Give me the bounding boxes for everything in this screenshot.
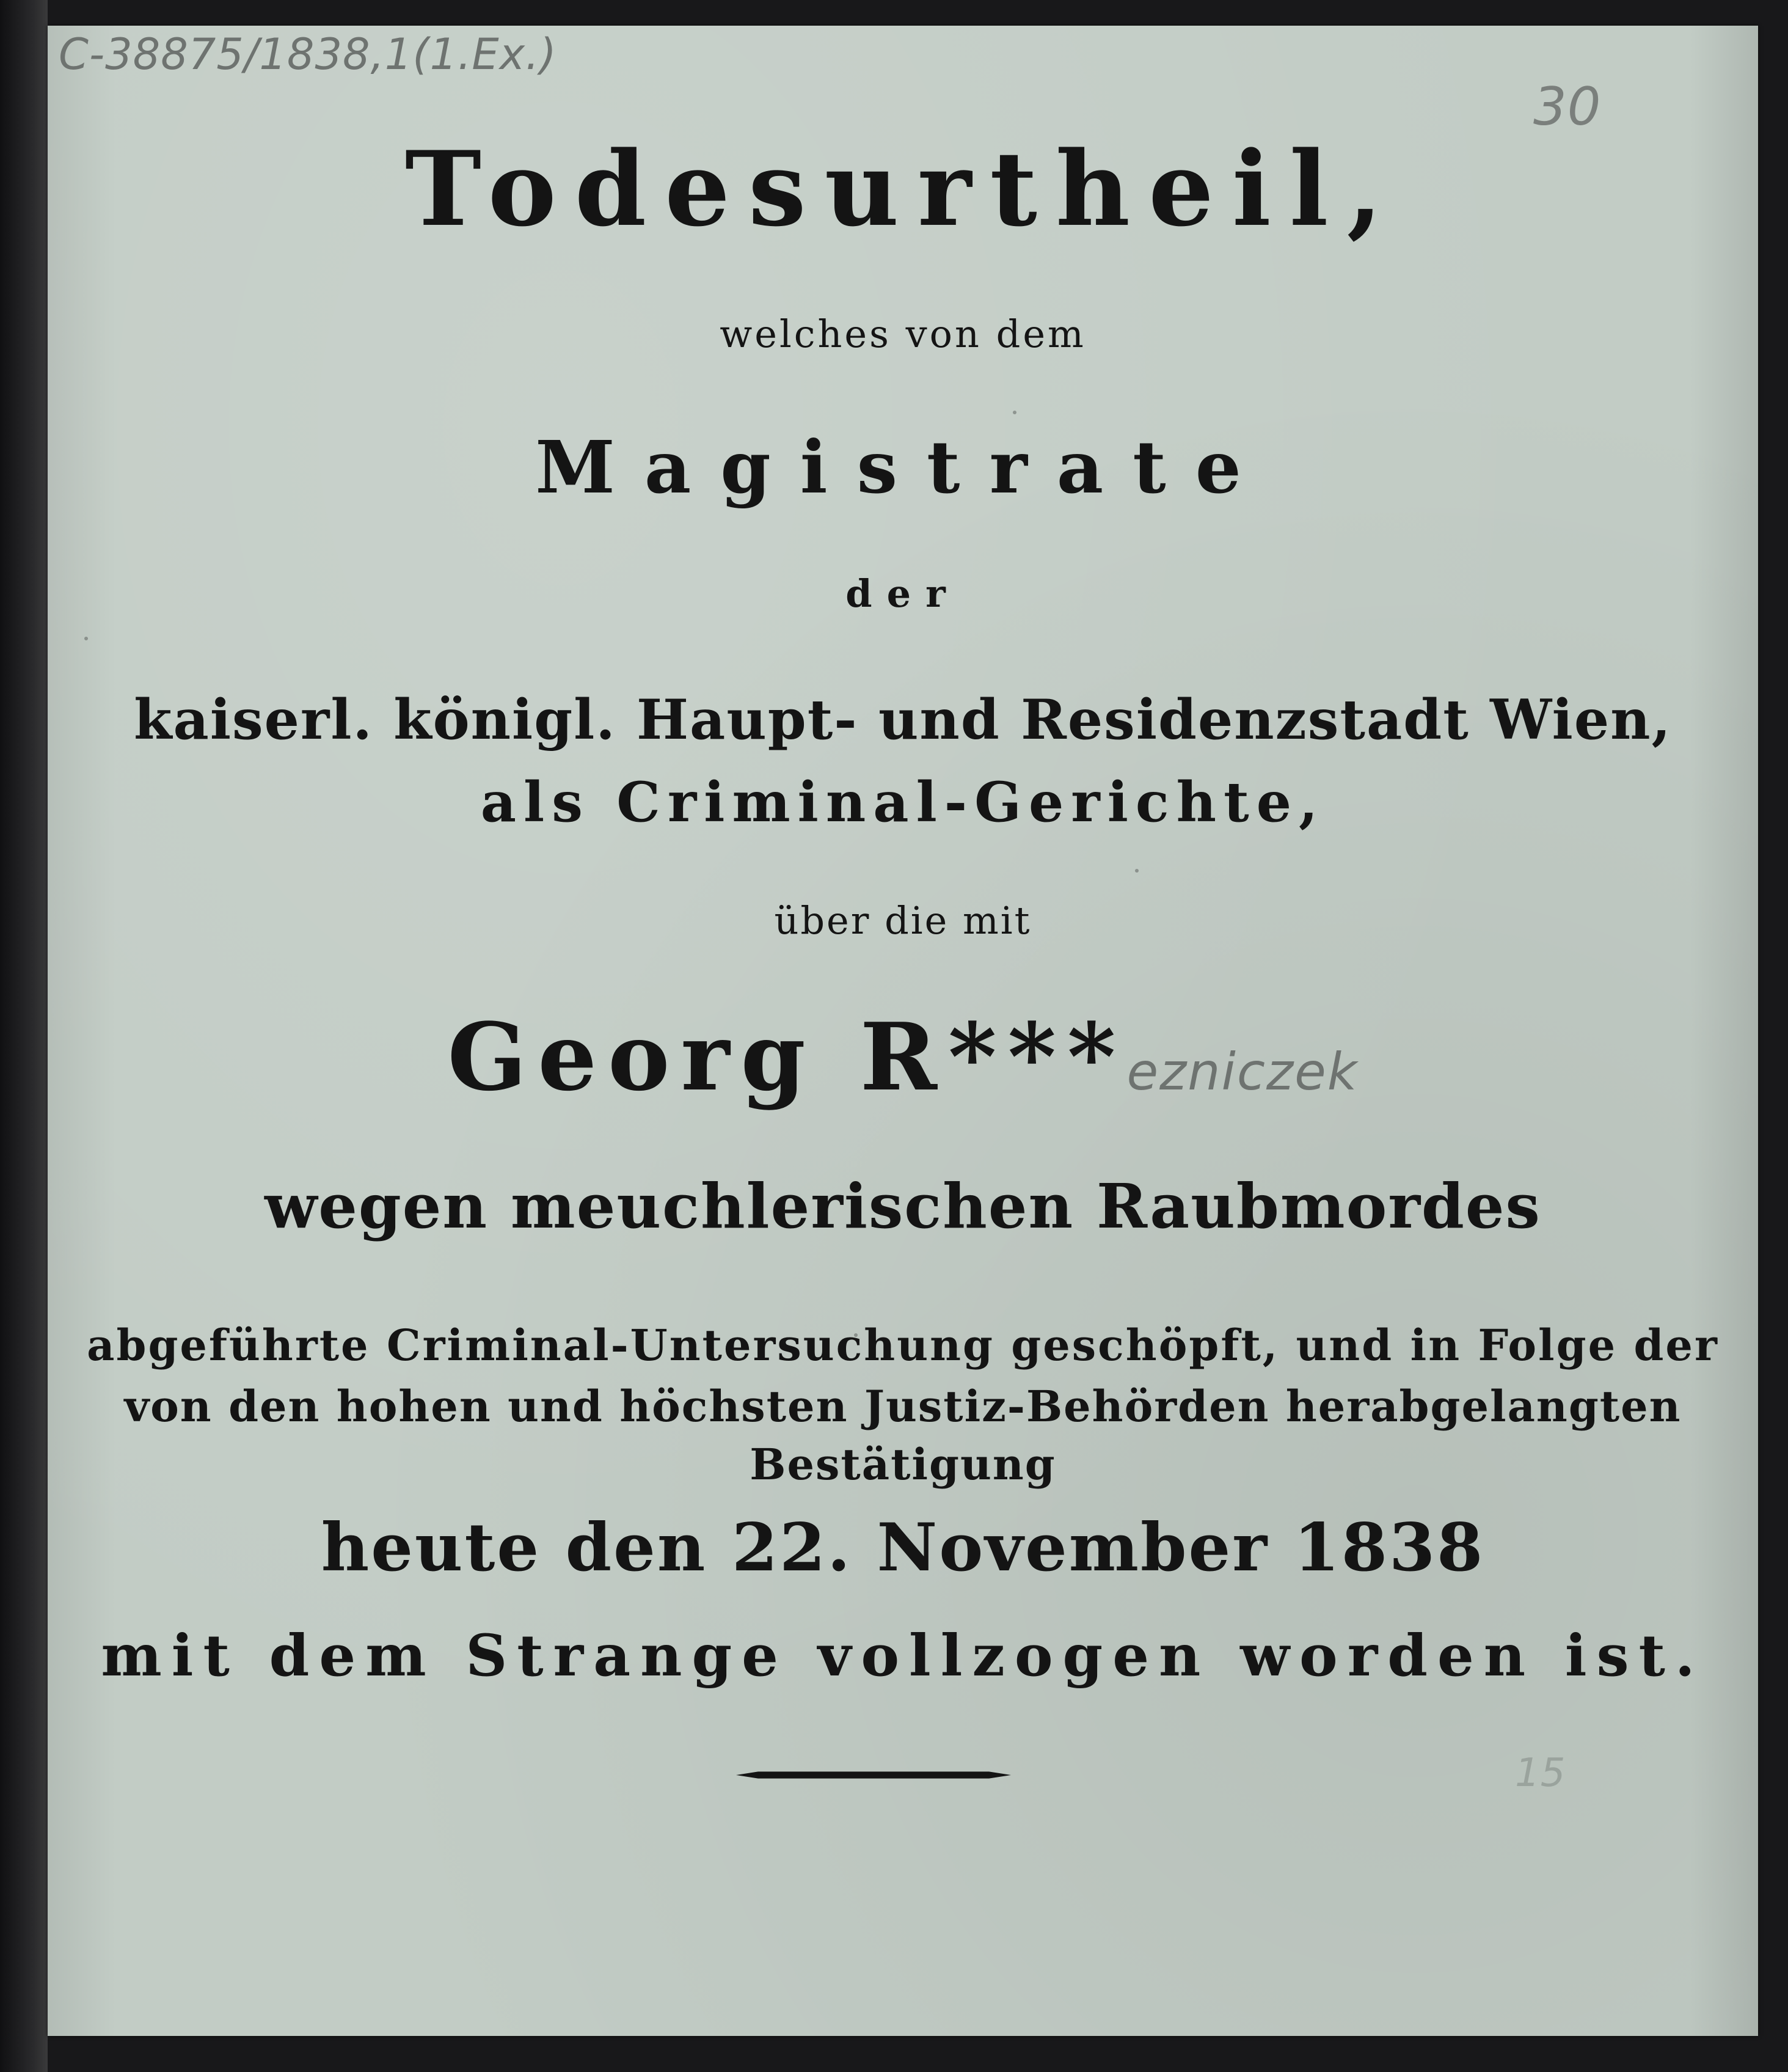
line-ueber-die-mit: über die mit xyxy=(774,898,1032,943)
handwritten-name-completion: ezniczek xyxy=(1126,1042,1359,1102)
paper-speck xyxy=(1013,411,1016,414)
line-wegen-raubmordes: wegen meuchlerischen Raubmordes xyxy=(265,1170,1541,1242)
line-criminal-gerichte: als Criminal-Gerichte, xyxy=(480,770,1326,835)
document-title: Todesurtheil, xyxy=(404,128,1401,249)
lower-folio-annotation: 15 xyxy=(1515,1751,1566,1796)
line-magistrate: Magistrate xyxy=(535,425,1271,510)
folio-number-annotation: 30 xyxy=(1533,76,1602,137)
line-abgefuehrte-1: abgeführte Criminal-Untersuchung geschöpft, und in Folge der xyxy=(87,1320,1719,1371)
line-date: heute den 22. November 1838 xyxy=(321,1509,1485,1586)
line-abgefuehrte-2: von den hohen und höchsten Justiz-Behörden herabgelangten xyxy=(124,1381,1682,1432)
line-vollzogen: mit dem Strange vollzogen worden ist. xyxy=(101,1622,1705,1689)
line-der: der xyxy=(845,571,960,616)
line-bestaetigung: Bestätigung xyxy=(750,1439,1056,1490)
paper-speck xyxy=(84,637,88,640)
line-georg-name xyxy=(48,1002,1758,1111)
closing-rule xyxy=(736,1771,1011,1779)
line-kaiserl-koenigl: kaiserl. königl. Haupt- und Residenzstadt Wien, xyxy=(134,687,1672,752)
line-welches-von-dem: welches von dem xyxy=(720,312,1086,356)
binding-spine xyxy=(0,0,48,2072)
paper-speck xyxy=(1135,869,1139,873)
printed-name: Georg R*** xyxy=(447,1002,1127,1111)
shelfmark-annotation: C-38875/1838,1(1.Ex.) xyxy=(59,29,557,79)
